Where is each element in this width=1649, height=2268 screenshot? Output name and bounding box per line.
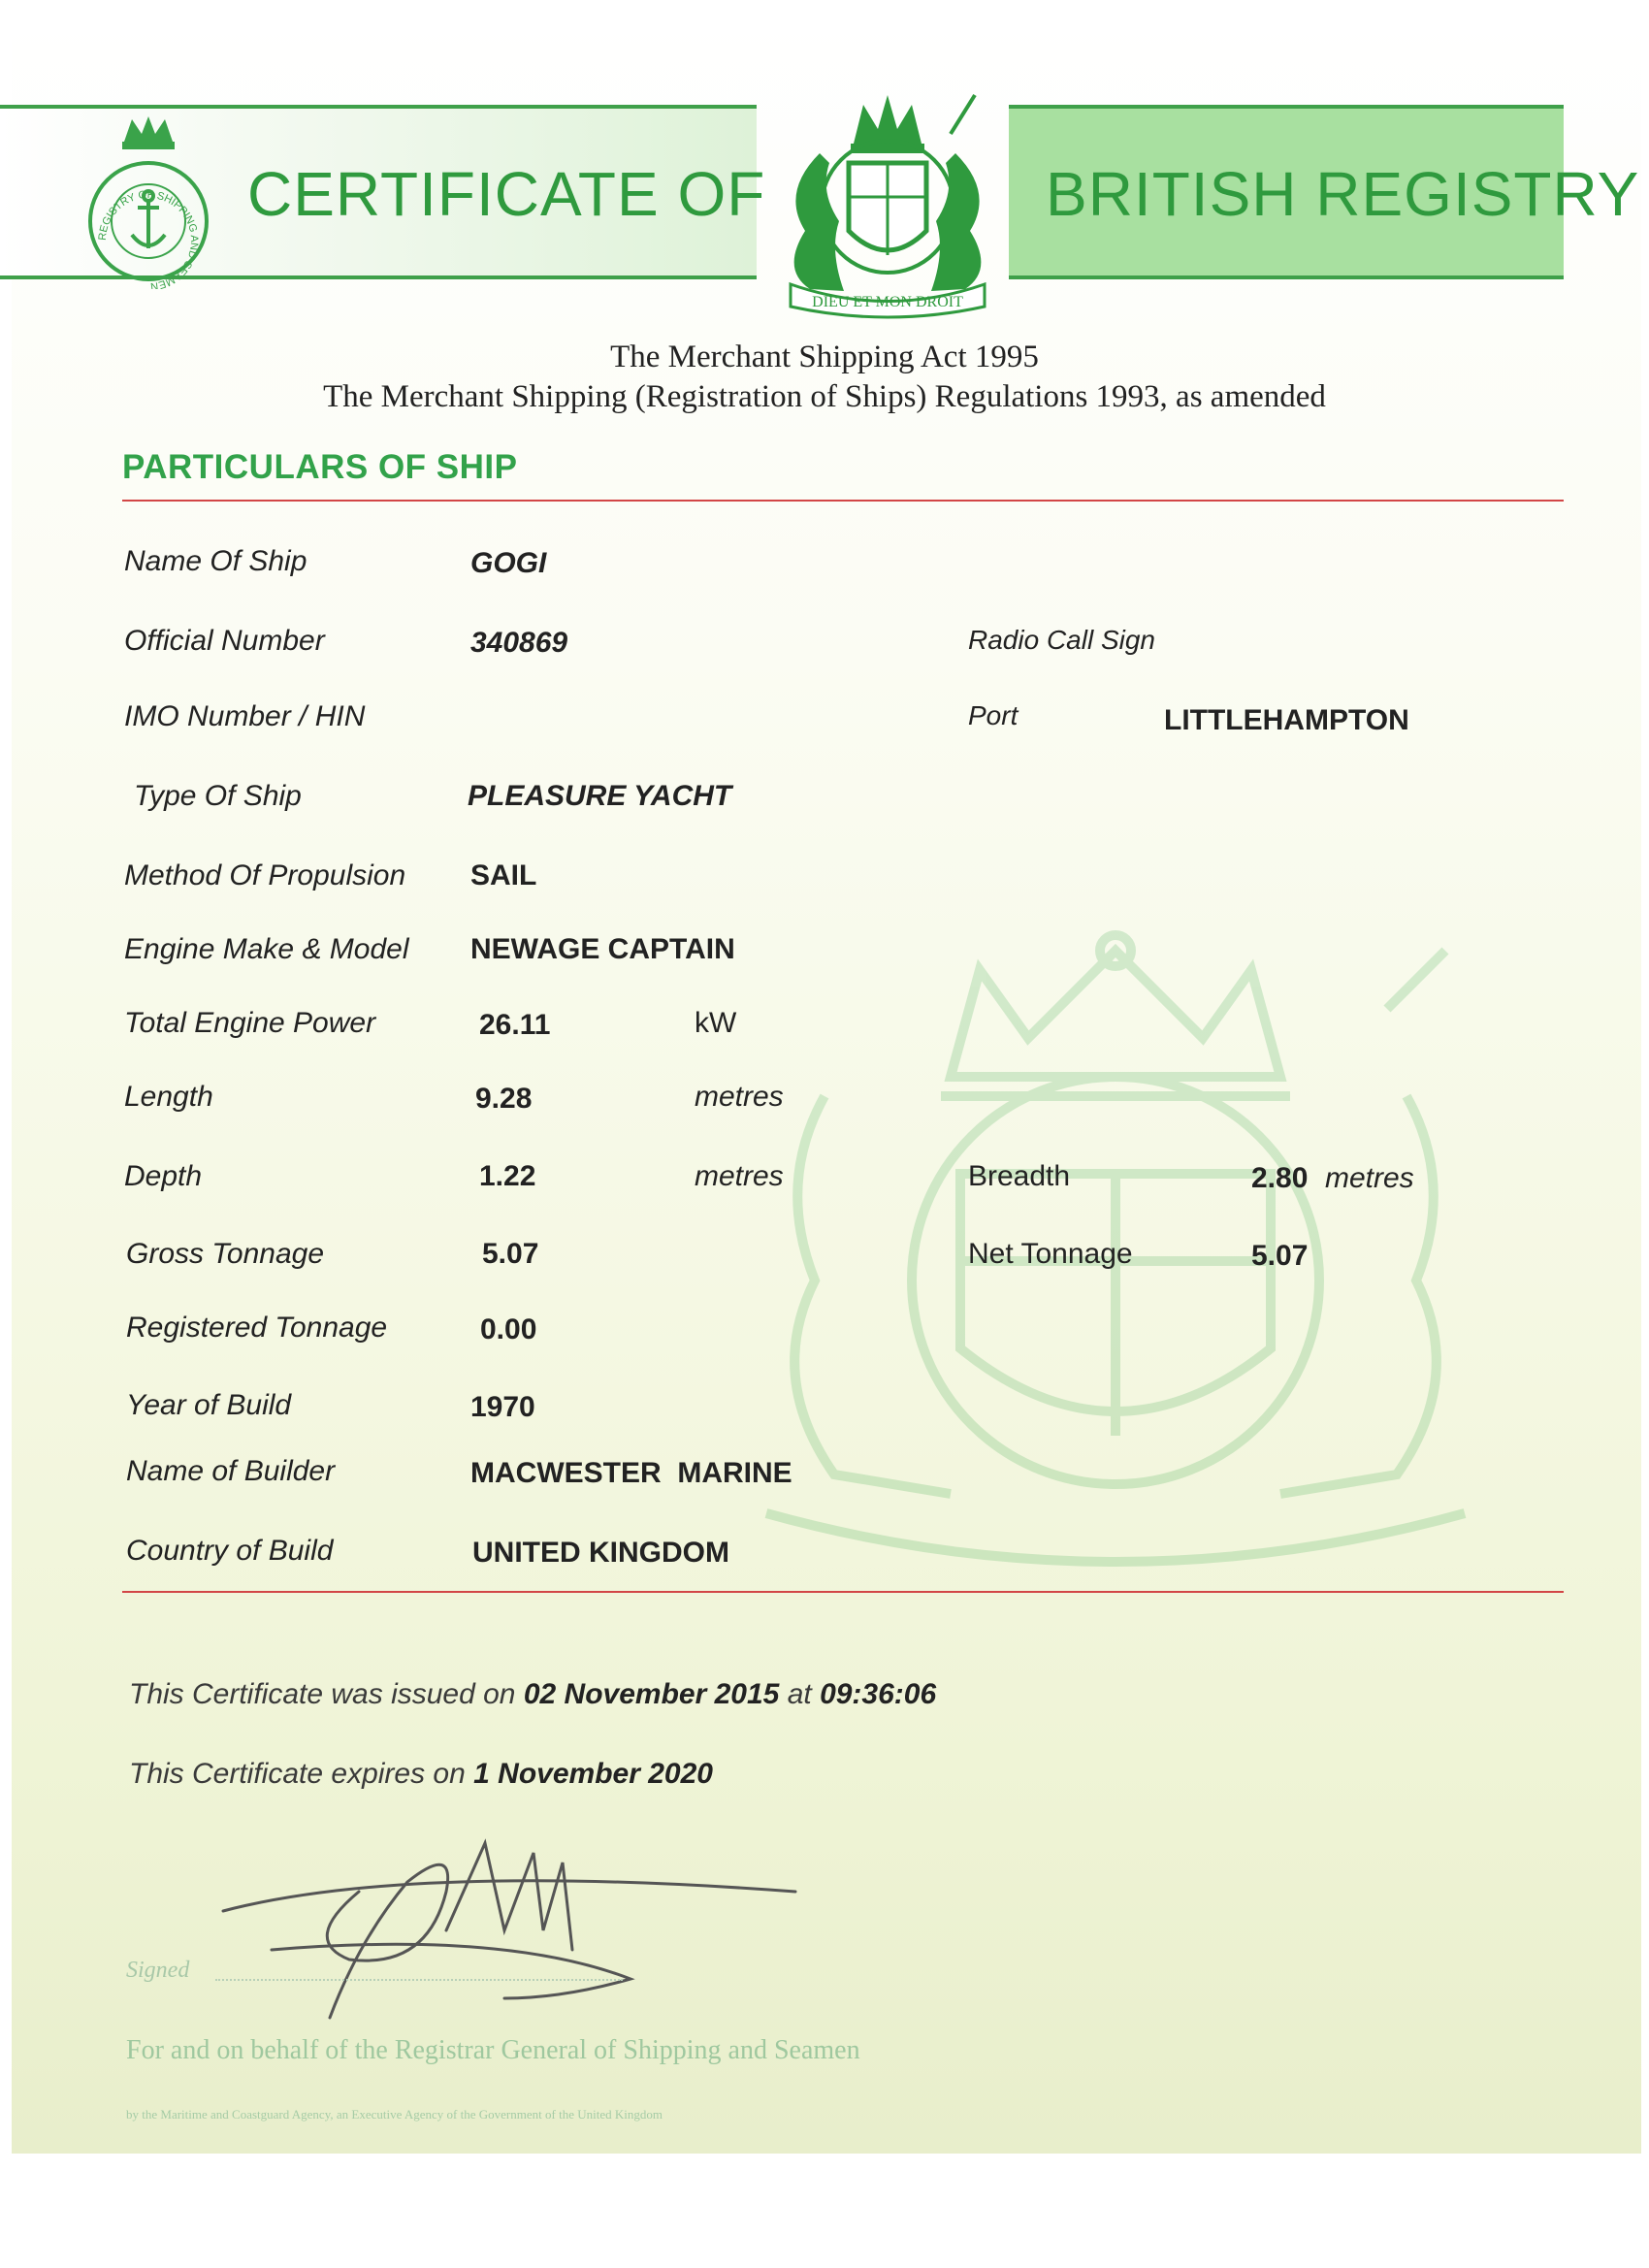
act-line-2: The Merchant Shipping (Registration of Ships) Regulations 1993, as amended: [323, 379, 1326, 414]
unit-length: metres: [695, 1081, 784, 1113]
value-gross-tonnage: 5.07: [482, 1238, 539, 1270]
label-name-of-ship: Name Of Ship: [124, 545, 307, 577]
label-breadth: Breadth: [968, 1160, 1071, 1192]
label-country: Country of Build: [126, 1535, 334, 1567]
royal-arms-icon: [752, 85, 1023, 318]
section-title: PARTICULARS OF SHIP: [122, 448, 518, 486]
scan-margin: [0, 2154, 1649, 2268]
issued-at: at: [787, 1678, 812, 1710]
value-propulsion: SAIL: [470, 859, 537, 891]
value-name-of-ship: GOGI: [470, 547, 547, 579]
label-official-number: Official Number: [124, 625, 325, 657]
agency-line: by the Maritime and Coastguard Agency, an Executive Agency of the Government of the United Kingdom: [126, 2107, 663, 2122]
label-net-tonnage: Net Tonnage: [968, 1238, 1133, 1270]
unit-depth: metres: [695, 1160, 784, 1192]
value-engine-power: 26.11: [479, 1009, 551, 1041]
registry-seal-icon: [85, 114, 211, 289]
label-depth: Depth: [124, 1160, 203, 1192]
label-engine-power: Total Engine Power: [124, 1007, 376, 1039]
value-breadth: 2.80: [1251, 1162, 1309, 1194]
header-banner: [0, 85, 1640, 310]
act-line-1: The Merchant Shipping Act 1995: [610, 340, 1039, 374]
signed-line: [215, 1979, 623, 1981]
issued-time: 09:36:06: [820, 1678, 937, 1710]
label-registered-tonnage: Registered Tonnage: [126, 1312, 388, 1344]
value-engine: NEWAGE CAPTAIN: [470, 933, 735, 965]
label-gross-tonnage: Gross Tonnage: [126, 1238, 325, 1270]
value-port: LITTLEHAMPTON: [1164, 704, 1409, 736]
unit-engine-power: kW: [695, 1007, 737, 1039]
value-depth: 1.22: [479, 1160, 536, 1192]
value-builder: MACWESTER MARINE: [470, 1457, 792, 1489]
unit-breadth: metres: [1325, 1162, 1414, 1194]
signature-icon: [213, 1824, 815, 2037]
signed-label: Signed: [126, 1958, 190, 1983]
label-imo-number: IMO Number / HIN: [124, 700, 366, 732]
value-registered-tonnage: 0.00: [480, 1313, 537, 1345]
value-length: 9.28: [475, 1083, 533, 1115]
behalf-line: For and on behalf of the Registrar General of Shipping and Seamen: [126, 2035, 860, 2065]
issued-date: 02 November 2015: [523, 1678, 780, 1710]
label-length: Length: [124, 1081, 213, 1113]
label-type-of-ship: Type Of Ship: [134, 780, 302, 812]
issued-line: [129, 1678, 936, 1711]
seal-text: REGISTRY OF SHIPPING AND SEAMEN: [96, 188, 201, 289]
arms-motto: DIEU ET MON DROIT: [812, 294, 963, 310]
section-rule-bottom: [122, 1591, 1564, 1593]
expires-date: 1 November 2020: [473, 1758, 713, 1790]
value-year-of-build: 1970: [470, 1391, 535, 1423]
label-port: Port: [968, 700, 1018, 730]
title-british-registry: BRITISH REGISTRY: [1046, 159, 1640, 229]
value-country: UNITED KINGDOM: [472, 1537, 729, 1569]
expires-line: [129, 1758, 713, 1791]
label-year-of-build: Year of Build: [126, 1389, 292, 1421]
value-official-number: 340869: [470, 627, 568, 659]
title-certificate-of: CERTIFICATE OF: [247, 159, 766, 229]
label-engine: Engine Make & Model: [124, 933, 409, 965]
watermark-arms-icon: [708, 931, 1523, 1630]
legislation-heading: [0, 338, 1649, 417]
label-propulsion: Method Of Propulsion: [124, 859, 406, 891]
value-type-of-ship: PLEASURE YACHT: [468, 780, 732, 812]
label-radio-call-sign: Radio Call Sign: [968, 625, 1155, 655]
section-rule-top: [122, 500, 1564, 502]
issued-prefix: This Certificate was issued on: [129, 1678, 516, 1710]
expires-prefix: This Certificate expires on: [129, 1758, 466, 1790]
value-net-tonnage: 5.07: [1251, 1240, 1309, 1272]
label-builder: Name of Builder: [126, 1455, 336, 1487]
